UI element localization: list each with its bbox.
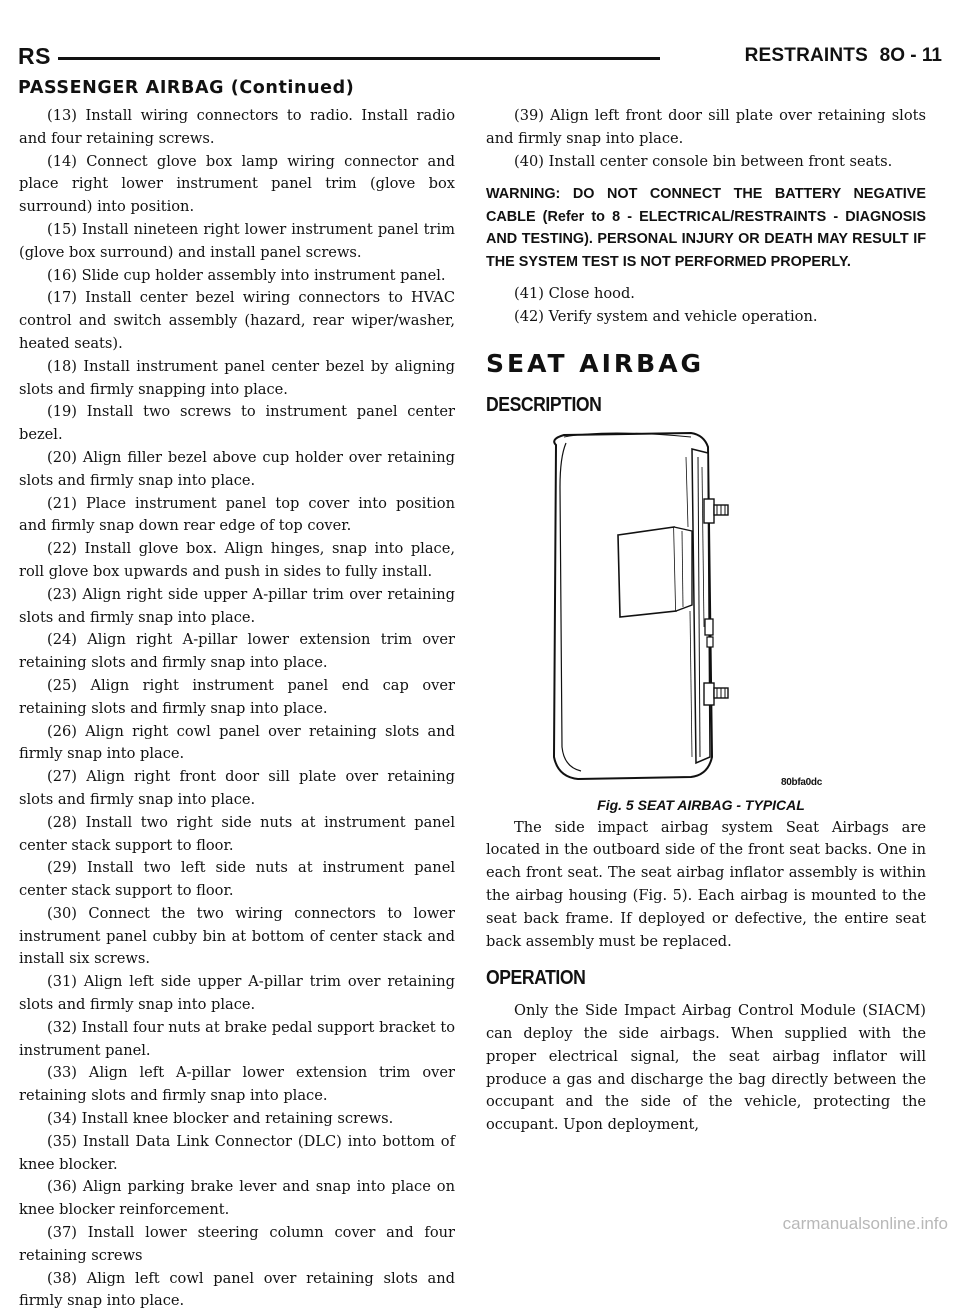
step-41: (41) Close hood. bbox=[514, 285, 635, 303]
continued-heading: PASSENGER AIRBAG (Continued) bbox=[18, 78, 355, 98]
step-25: (25) Align right instrument panel end cap over retaining slots and firmly snap into place. bbox=[19, 676, 455, 717]
manual-code: RS bbox=[18, 43, 51, 69]
step-32: (32) Install four nuts at brake pedal support bracket to instrument panel. bbox=[19, 1018, 455, 1059]
step-17: (17) Install center bezel wiring connectors to HVAC control and switch assembly (hazard, rear wiper/washer, heated seats). bbox=[19, 289, 455, 352]
step-16: (16) Slide cup holder assembly into instrument panel. bbox=[47, 266, 446, 284]
step-31: (31) Align left side upper A-pillar trim over retaining slots and firmly snap into place. bbox=[19, 973, 455, 1014]
left-column bbox=[19, 105, 455, 1313]
step-36: (36) Align parking brake lever and snap into place on knee blocker reinforcement. bbox=[19, 1178, 455, 1219]
step-24: (24) Align right A-pillar lower extension trim over retaining slots and firmly snap into place. bbox=[19, 631, 455, 672]
figure-id: 80bfa0dc bbox=[781, 776, 822, 788]
step-18: (18) Install instrument panel center bezel by aligning slots and firmly snapping into place. bbox=[19, 357, 455, 398]
seat-airbag-figure bbox=[486, 427, 926, 817]
page-number: 8O - 11 bbox=[879, 45, 942, 66]
step-33: (33) Align left A-pillar lower extension trim over retaining slots and firmly snap into place. bbox=[19, 1064, 455, 1105]
step-30: (30) Connect the two wiring connectors to lower instrument panel cubby bin at bottom of center stack and install six screws. bbox=[19, 904, 455, 968]
step-42: (42) Verify system and vehicle operation. bbox=[514, 308, 818, 326]
step-13: (13) Install wiring connectors to radio. Install radio and four retaining screws. bbox=[19, 107, 455, 147]
step-15: (15) Install nineteen right lower instrument panel trim (glove box surround) and install panel screws. bbox=[19, 220, 455, 261]
right-column bbox=[486, 105, 926, 1137]
description-text: The side impact airbag system Seat Airbags are located in the outboard side of the front seat backs. One in each front seat. The seat airbag inflator assembly is within the airbag housing (Fig. 5). Each airbag is mounted to the seat back frame. If deployed or defective, the entire seat back assembly must be replaced. bbox=[486, 818, 926, 950]
step-20: (20) Align filler bezel above cup holder over retaining slots and firmly snap into place. bbox=[19, 448, 455, 489]
step-37: (37) Install lower steering column cover and four retaining screws bbox=[19, 1224, 455, 1264]
watermark: carmanualsonline.info bbox=[782, 1214, 948, 1233]
step-39: (39) Align left front door sill plate over retaining slots and firmly snap into place. bbox=[486, 107, 926, 147]
figure-caption: Fig. 5 SEAT AIRBAG - TYPICAL bbox=[597, 796, 805, 813]
step-34: (34) Install knee blocker and retaining screws. bbox=[47, 1110, 394, 1128]
step-26: (26) Align right cowl panel over retaining slots and firmly snap into place. bbox=[19, 722, 455, 763]
step-22: (22) Install glove box. Align hinges, snap into place, roll glove box upwards and push in sides to fully install. bbox=[19, 540, 455, 580]
header-rule bbox=[58, 57, 660, 60]
seat-airbag-illustration bbox=[486, 427, 926, 787]
section-title: SEAT AIRBAG bbox=[486, 348, 705, 378]
step-23: (23) Align right side upper A-pillar trim over retaining slots and firmly snap into place. bbox=[19, 585, 455, 626]
step-21: (21) Place instrument panel top cover into position and firmly snap down rear edge of top cover. bbox=[19, 494, 455, 535]
step-40: (40) Install center console bin between front seats. bbox=[514, 152, 893, 170]
step-29: (29) Install two left side nuts at instrument panel center stack support to floor. bbox=[19, 859, 455, 900]
description-heading: DESCRIPTION bbox=[486, 393, 602, 416]
step-14: (14) Connect glove box lamp wiring connector and place right lower instrument panel trim (glove box surround) into position. bbox=[19, 152, 455, 216]
step-28: (28) Install two right side nuts at instrument panel center stack support to floor. bbox=[19, 813, 455, 854]
operation-text: Only the Side Impact Airbag Control Module (SIACM) can deploy the side airbags. When supplied with the proper electrical signal, the seat airbag inflator will produce a gas and discharge the bag directly between the occupant and the side of the vehicle, protecting the occupant. Upon deployment, bbox=[486, 1002, 926, 1134]
section-name: RESTRAINTS bbox=[744, 45, 868, 66]
step-35: (35) Install Data Link Connector (DLC) into bottom of knee blocker. bbox=[19, 1132, 455, 1173]
step-27: (27) Align right front door sill plate over retaining slots and firmly snap into place. bbox=[19, 768, 455, 808]
warning-text: WARNING: DO NOT CONNECT THE BATTERY NEGATIVE CABLE (Refer to 8 - ELECTRICAL/RESTRAINTS - DIAGNOSIS AND TESTING). PERSONAL INJURY OR DEATH MAY RESULT IF THE SYSTEM TEST IS NOT PERFORMED PROPERLY. bbox=[486, 186, 926, 270]
step-38: (38) Align left cowl panel over retaining slots and firmly snap into place. bbox=[19, 1269, 455, 1310]
operation-heading: OPERATION bbox=[486, 967, 586, 990]
step-19: (19) Install two screws to instrument panel center bezel. bbox=[19, 403, 455, 444]
